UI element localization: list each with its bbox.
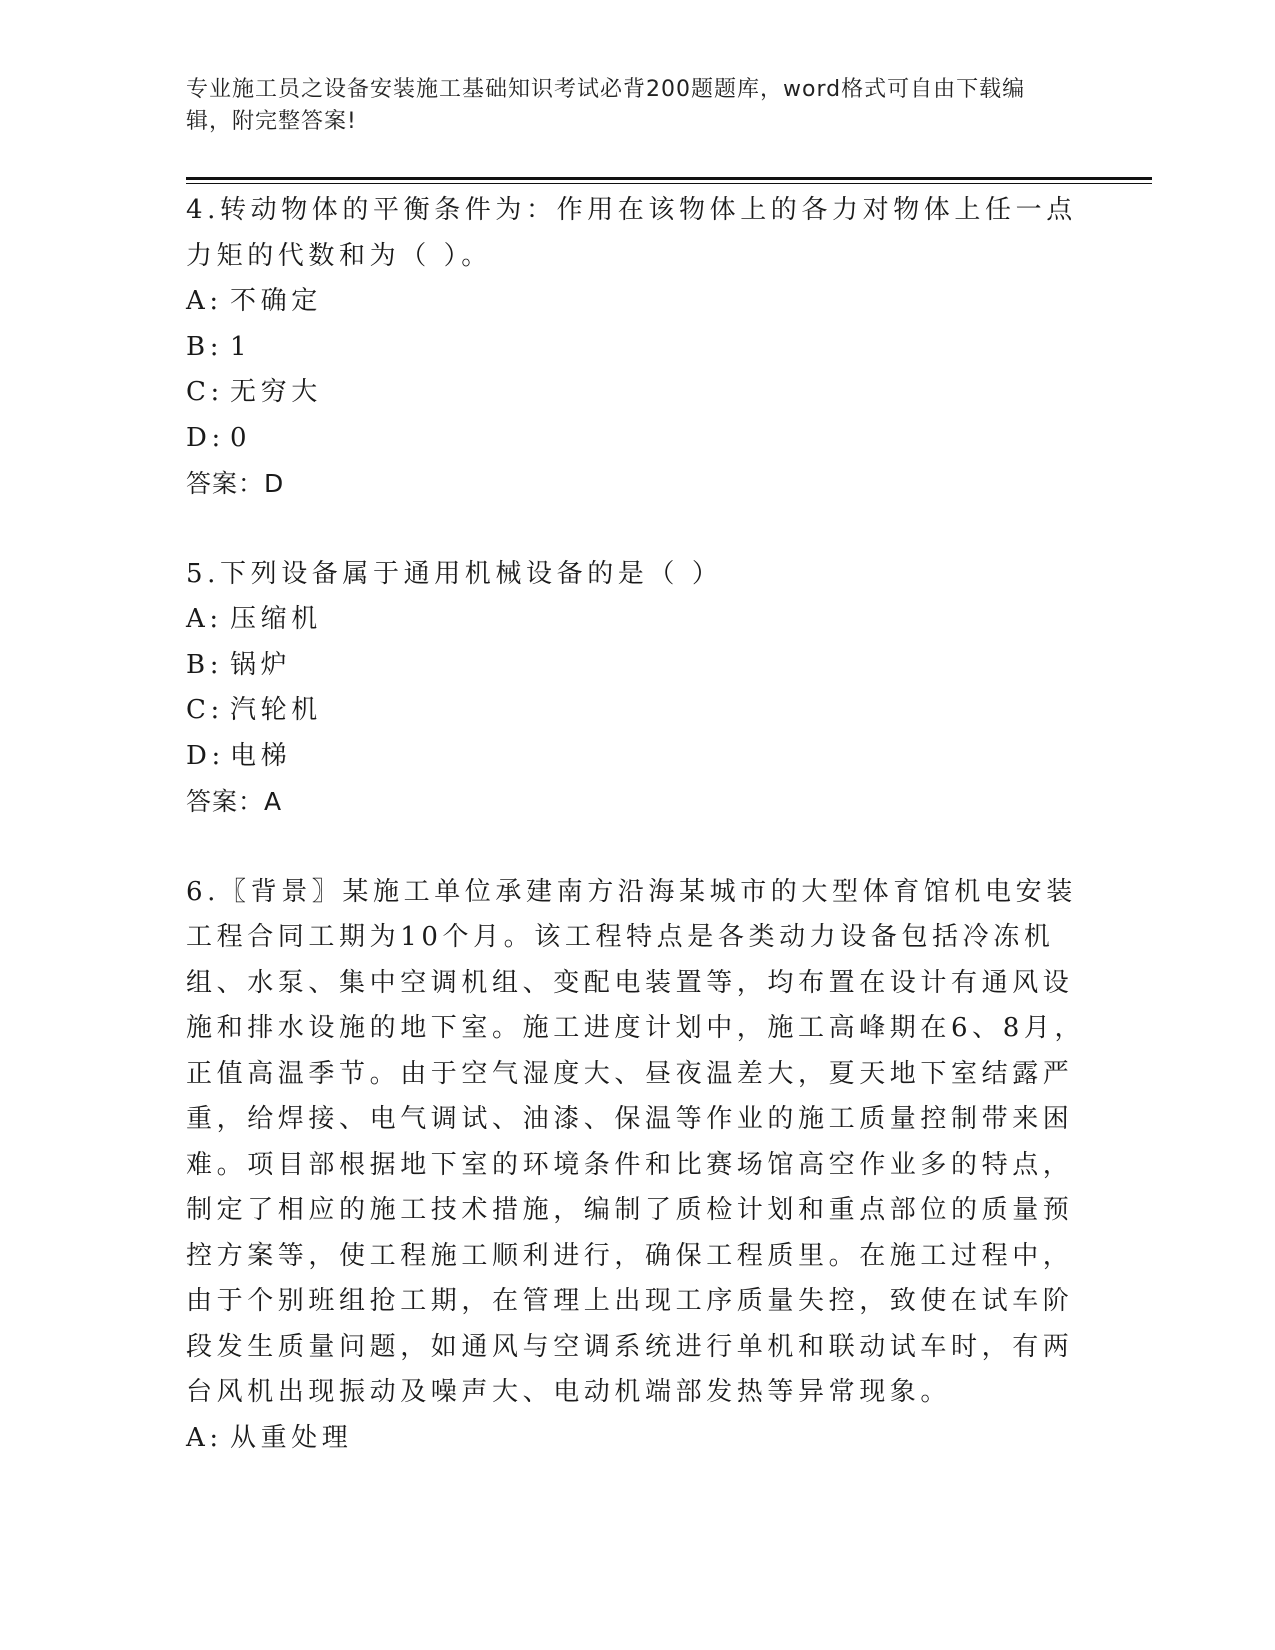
option-a [186,597,1086,643]
option-b [186,643,1086,689]
option-c [186,370,1086,416]
document-header [186,74,1066,138]
option-d [186,416,1086,462]
option-text: 锅炉 [230,649,292,680]
option-letter: D: [186,740,225,771]
question-text: 4.转动物体的平衡条件为：作用在该物体上的各力对物体上任一点力矩的代数和为（ ）。 [186,195,1077,271]
question-list [186,188,1086,1461]
option-a [186,279,1086,325]
header-rule-thin [186,183,1152,184]
option-d [186,734,1086,780]
option-text: 0 [230,422,252,453]
question-6 [186,870,1086,1462]
option-text: 无穷大 [230,377,322,407]
answer: 答案：D [186,469,285,498]
question-4 [186,188,1086,507]
option-a [186,1416,1086,1462]
option-text: 压缩机 [230,604,322,634]
option-letter: B: [186,649,224,680]
option-letter: A: [186,604,223,634]
option-letter: A: [186,1422,223,1453]
header-rule-thick [186,177,1152,180]
option-b [186,325,1086,371]
document-title: 专业施工员之设备安装施工基础知识考试必背200题题库，word格式可自由下载编辑，附完整答案! [186,77,1026,134]
option-letter: C: [186,377,224,407]
option-text: 汽轮机 [230,695,322,725]
option-text: 电梯 [230,740,292,771]
option-letter: A: [186,286,223,316]
option-text: 1 [230,331,252,362]
option-c [186,688,1086,734]
option-letter: D: [186,422,225,453]
question-text: 5.下列设备属于通用机械设备的是（ ） [186,558,723,589]
option-letter: C: [186,695,224,725]
question-5 [186,552,1086,825]
question-text: 6.〖背景〗某施工单位承建南方沿海某城市的大型体育馆机电安装工程合同工期为10个月。该工程特点是各类动力设备包括冷冻机组、水泵、集中空调机组、变配电装置等，均布置在设计有通风设施和排水设施的地下室。施工进度计划中，施工高峰期在6、8月，正值高温季节。由于空气湿度大、昼夜温差大，夏天地下室结露严重，给焊接、电气调试、油漆、保温等作业的施工质量控制带来困难。项目部根据地下室的环境条件和比赛场馆高空作业多的特点，制定了相应的施工技术措施，编制了质检计划和重点部位的质量预控方案等，使工程施工顺利进行，确保工程质里。在施工过程中，由于个别班组抢工期，在管理上出现工序质量失控，致使在试车阶段发生质量问题，如通风与空调系统进行单机和联动试车时，有两台风机出现振动及噪声大、电动机端部发热等异常现象。 [186,876,1086,1407]
option-text: 从重处理 [230,1422,353,1453]
option-letter: B: [186,331,224,362]
option-text: 不确定 [230,286,322,316]
answer: 答案：A [186,787,283,816]
